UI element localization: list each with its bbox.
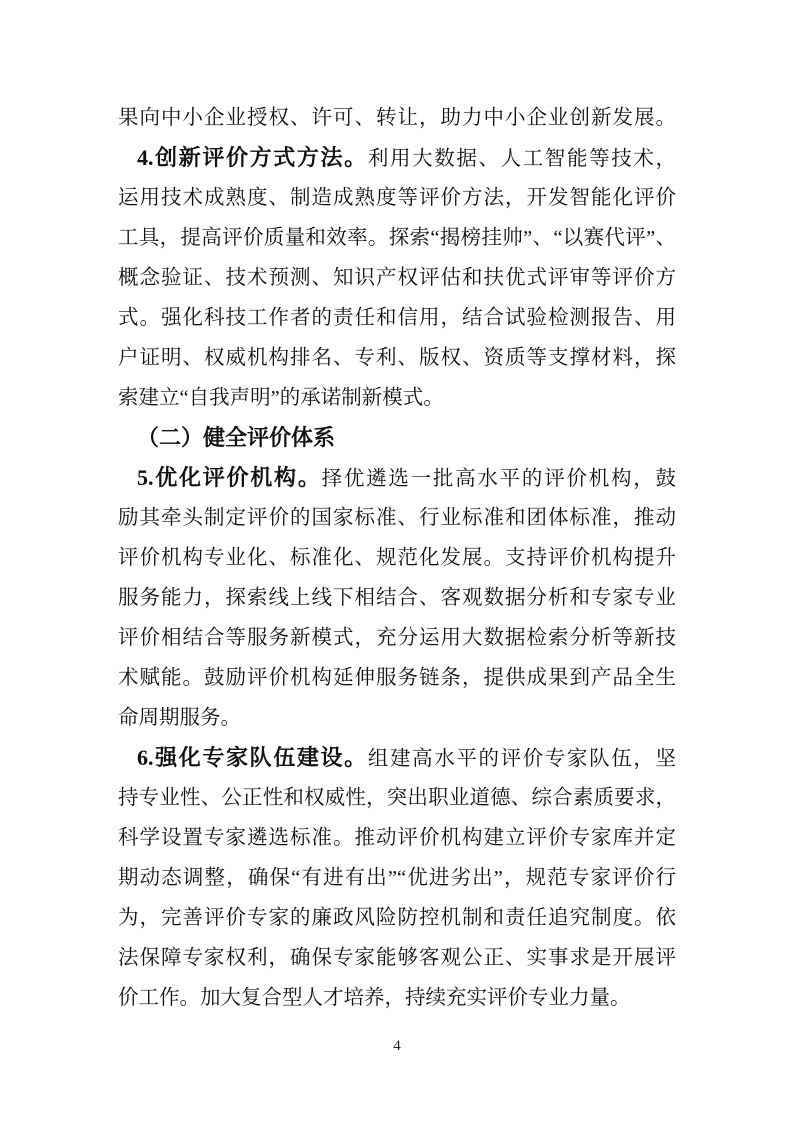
- text-line: [118, 538, 676, 578]
- text-line: [118, 578, 676, 618]
- body-text-run: 评价机构专业化、标准化、规范化发展。支持评价机构提升: [118, 547, 676, 569]
- text-line: [118, 218, 676, 258]
- text-line: [118, 978, 676, 1018]
- body-text-run: 命周期服务。: [118, 707, 241, 729]
- text-line: [118, 178, 676, 218]
- text-line: [118, 258, 676, 298]
- text-line: [118, 778, 676, 818]
- text-line: [118, 818, 676, 858]
- body-text-run: 服务能力，探索线上线下相结合、客观数据分析和专家专业: [118, 587, 676, 609]
- body-text-run: 户证明、权威机构排名、专利、版权、资质等支撑材料，探: [118, 347, 676, 369]
- body-text-run: 励其牵头制定评价的国家标准、行业标准和团体标准，推动: [118, 507, 676, 529]
- numbered-heading-run: 5.优化评价机构。: [137, 465, 322, 490]
- text-line: [118, 378, 676, 418]
- numbered-heading-run: 4.创新评价方式方法。: [137, 145, 368, 170]
- body-text-run: 索建立“自我声明”的承诺制新模式。: [118, 387, 444, 409]
- text-line: [118, 338, 676, 378]
- body-text-run: 科学设置专家遴选标准。推动评价机构建立评价专家库并定: [118, 827, 676, 849]
- text-line: [118, 938, 676, 978]
- body-text-run: 运用技术成熟度、制造成熟度等评价方法，开发智能化评价: [118, 187, 676, 209]
- text-line: [118, 138, 676, 178]
- text-line: [118, 898, 676, 938]
- page-number: 4: [393, 1038, 401, 1054]
- body-text-run: 择优遴选一批高水平的评价机构，鼓: [321, 468, 676, 490]
- text-line: [118, 738, 676, 778]
- body-text-run: 价工作。加大复合型人才培养，持续充实评价专业力量。: [118, 987, 631, 1009]
- text-line: [118, 98, 676, 138]
- body-text-run: 果向中小企业授权、许可、转让，助力中小企业创新发展。: [118, 107, 676, 129]
- body-text-run: 组建高水平的评价专家队伍，坚: [367, 748, 676, 770]
- text-line: [118, 618, 676, 658]
- text-line: [118, 698, 676, 738]
- text-line: [118, 658, 676, 698]
- body-text-run: 持专业性、公正性和权威性，突出职业道德、综合素质要求，: [118, 787, 676, 809]
- text-line: [118, 458, 676, 498]
- section-heading-run: （二）健全评价体系: [137, 425, 336, 450]
- body-text-run: 利用大数据、人工智能等技术，: [367, 148, 676, 170]
- text-line: [118, 498, 676, 538]
- text-content: [118, 98, 676, 1018]
- numbered-heading-run: 6.强化专家队伍建设。: [137, 745, 368, 770]
- section-heading: [118, 418, 676, 458]
- body-text-run: 期动态调整，确保“有进有出”“优进劣出”，规范专家评价行: [118, 867, 676, 889]
- body-text-run: 为，完善评价专家的廉政风险防控机制和责任追究制度。依: [118, 907, 676, 929]
- text-line: [118, 858, 676, 898]
- body-text-run: 评价相结合等服务新模式，充分运用大数据检索分析等新技: [118, 627, 676, 649]
- body-text-run: 概念验证、技术预测、知识产权评估和扶优式评审等评价方: [118, 267, 676, 289]
- body-text-run: 工具，提高评价质量和效率。探索“揭榜挂帅”、“以赛代评”、: [118, 227, 676, 249]
- body-text-run: 法保障专家权利，确保专家能够客观公正、实事求是开展评: [118, 947, 676, 969]
- body-text-run: 式。强化科技工作者的责任和信用，结合试验检测报告、用: [118, 307, 676, 329]
- body-text-run: 术赋能。鼓励评价机构延伸服务链条，提供成果到产品全生: [118, 667, 676, 689]
- text-line: [118, 298, 676, 338]
